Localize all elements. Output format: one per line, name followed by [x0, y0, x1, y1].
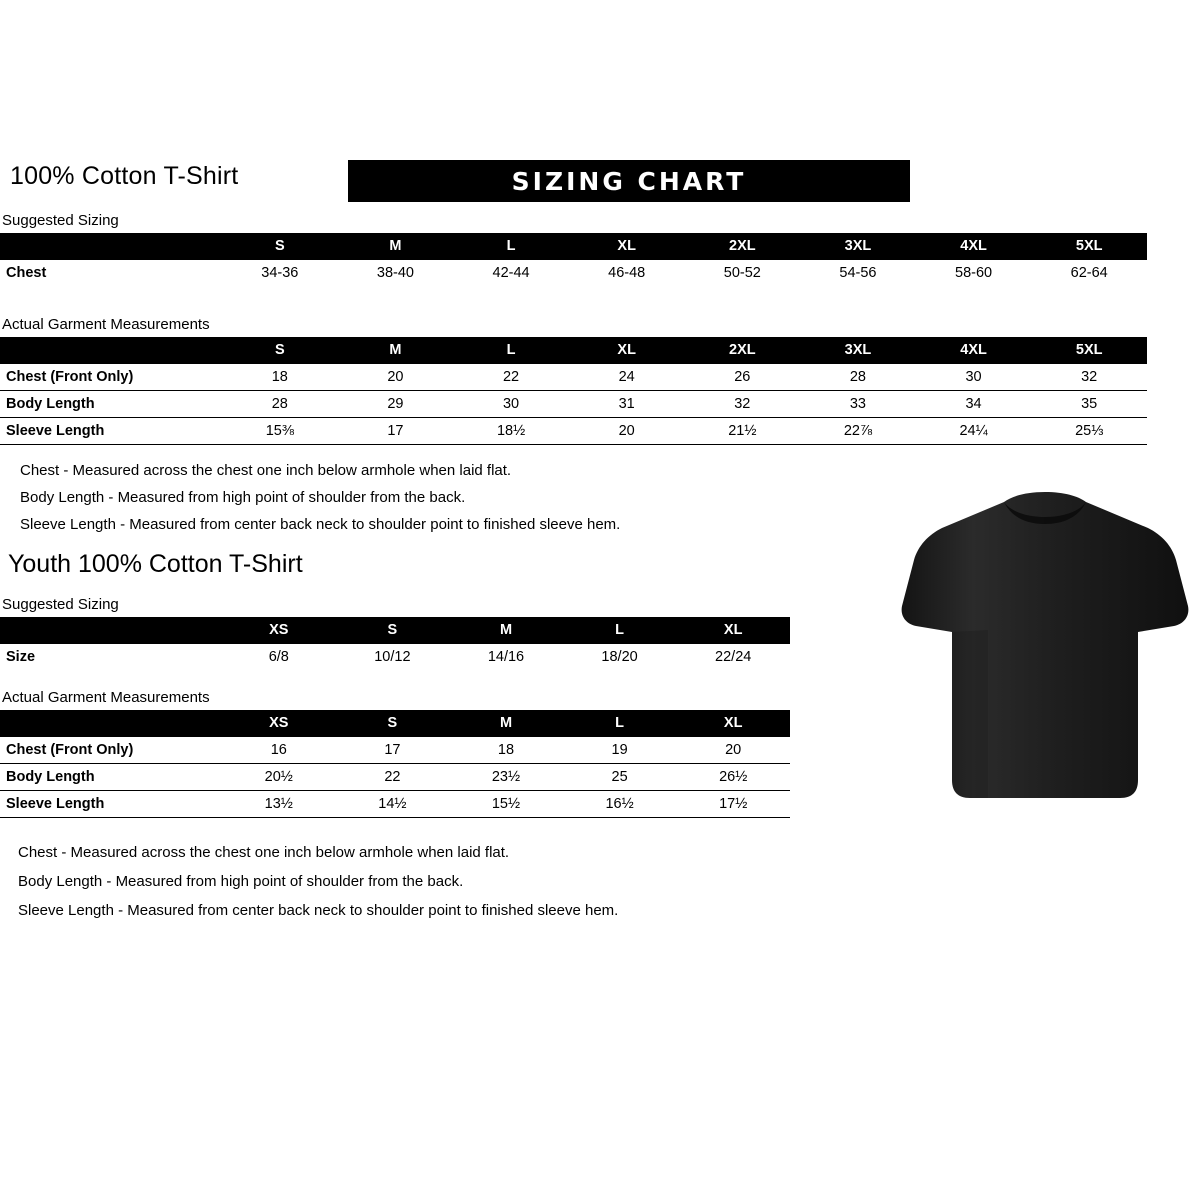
cell: 18	[449, 737, 563, 764]
col-header: XL	[569, 233, 685, 260]
cell: 22	[453, 364, 569, 391]
table-row	[0, 391, 1147, 418]
cell: 19	[563, 737, 677, 764]
cell: 28	[222, 391, 338, 418]
cell: 24	[569, 364, 685, 391]
cell: 25	[563, 764, 677, 791]
cell: 14/16	[487, 649, 525, 665]
table-row	[0, 364, 1147, 391]
cell: 34-36	[261, 265, 299, 281]
cell: 32	[1031, 364, 1147, 391]
cell: 33	[800, 391, 916, 418]
adult-note-body-length: Body Length - Measured from high point of shoulder from the back.	[20, 489, 466, 506]
cell: 34	[916, 391, 1032, 418]
row-label: Chest (Front Only)	[0, 737, 222, 764]
cell: 31	[569, 391, 685, 418]
cell: 54-56	[839, 265, 877, 281]
col-header: 3XL	[800, 233, 916, 260]
col-header: XL	[676, 617, 790, 644]
col-header: L	[453, 337, 569, 364]
cell: 29	[338, 391, 454, 418]
col-header: S	[336, 617, 450, 644]
col-header: 2XL	[685, 337, 801, 364]
adult-note-chest: Chest - Measured across the chest one inch below armhole when laid flat.	[20, 462, 512, 479]
cell: 22	[336, 764, 450, 791]
col-header: 4XL	[916, 337, 1032, 364]
tshirt-icon	[900, 480, 1190, 810]
col-header: 2XL	[685, 233, 801, 260]
row-label: Chest	[6, 265, 47, 281]
page-title: 100% Cotton T-Shirt	[10, 162, 239, 190]
col-header: S	[222, 233, 338, 260]
cell: 13½	[222, 791, 336, 818]
sizing-chart-banner	[348, 160, 910, 202]
col-header: 5XL	[1031, 337, 1147, 364]
cell: 30	[453, 391, 569, 418]
col-header: L	[563, 617, 677, 644]
cell: 20	[569, 418, 685, 445]
table-row	[0, 644, 790, 670]
row-label: Body Length	[0, 391, 222, 418]
col-header: S	[336, 710, 450, 737]
cell: 28	[800, 364, 916, 391]
youth-actual-label: Actual Garment Measurements	[2, 689, 210, 706]
col-header: L	[453, 233, 569, 260]
col-header: L	[563, 710, 677, 737]
cell: 16½	[563, 791, 677, 818]
table-row	[0, 260, 1147, 286]
col-header	[0, 337, 222, 364]
row-label: Chest (Front Only)	[0, 364, 222, 391]
cell: 22⅞	[800, 418, 916, 445]
col-header: 5XL	[1031, 233, 1147, 260]
youth-section-title: Youth 100% Cotton T-Shirt	[8, 550, 303, 578]
cell: 24¼	[916, 418, 1032, 445]
cell: 26½	[676, 764, 790, 791]
row-label: Body Length	[0, 764, 222, 791]
col-header: XL	[676, 710, 790, 737]
youth-note-chest: Chest - Measured across the chest one inch below armhole when laid flat.	[18, 844, 510, 861]
cell: 32	[685, 391, 801, 418]
cell: 16	[222, 737, 336, 764]
cell: 35	[1031, 391, 1147, 418]
cell: 62-64	[1070, 265, 1108, 281]
cell: 38-40	[376, 265, 414, 281]
table-row	[0, 418, 1147, 445]
row-label: Size	[6, 649, 36, 665]
col-header: M	[338, 337, 454, 364]
row-label: Sleeve Length	[0, 791, 222, 818]
adult-suggested-table	[0, 233, 1147, 286]
youth-note-sleeve-length: Sleeve Length - Measured from center back neck to shoulder point to finished sleeve hem.	[18, 902, 619, 919]
cell: 46-48	[608, 265, 646, 281]
table-row	[0, 791, 790, 818]
col-header: M	[449, 617, 563, 644]
table-header-row	[0, 617, 790, 644]
cell: 15½	[449, 791, 563, 818]
cell: 6/8	[268, 649, 289, 665]
tshirt-image	[900, 480, 1190, 810]
youth-suggested-label: Suggested Sizing	[2, 596, 119, 613]
header	[10, 160, 900, 202]
cell: 14½	[336, 791, 450, 818]
col-header: XS	[222, 617, 336, 644]
cell: 42-44	[492, 265, 530, 281]
cell: 20½	[222, 764, 336, 791]
col-header	[0, 617, 222, 644]
table-header-row	[0, 233, 1147, 260]
table-row	[0, 737, 790, 764]
youth-note-body-length: Body Length - Measured from high point of shoulder from the back.	[18, 873, 464, 890]
cell: 58-60	[955, 265, 993, 281]
cell: 23½	[449, 764, 563, 791]
table-header-row	[0, 337, 1147, 364]
cell: 18½	[453, 418, 569, 445]
row-label: Sleeve Length	[0, 418, 222, 445]
adult-note-sleeve-length: Sleeve Length - Measured from center back neck to shoulder point to finished sleeve hem.	[20, 516, 621, 533]
col-header: M	[449, 710, 563, 737]
cell: 18/20	[601, 649, 638, 665]
sizing-chart-banner-label: SIZING CHART	[511, 167, 747, 196]
adult-suggested-label: Suggested Sizing	[2, 212, 119, 229]
table-header-row	[0, 710, 790, 737]
youth-actual-table	[0, 710, 790, 818]
col-header: XL	[569, 337, 685, 364]
cell: 21½	[685, 418, 801, 445]
col-header: M	[338, 233, 454, 260]
table-row	[0, 764, 790, 791]
cell: 10/12	[374, 649, 411, 665]
cell: 18	[222, 364, 338, 391]
cell: 22/24	[715, 649, 752, 665]
youth-suggested-table	[0, 617, 790, 670]
adult-actual-table	[0, 337, 1147, 445]
adult-actual-label: Actual Garment Measurements	[2, 316, 210, 333]
cell: 17	[338, 418, 454, 445]
cell: 15⅜	[222, 418, 338, 445]
col-header: S	[222, 337, 338, 364]
cell: 50-52	[723, 265, 761, 281]
col-header: XS	[222, 710, 336, 737]
cell: 26	[685, 364, 801, 391]
cell: 17	[336, 737, 450, 764]
col-header: 3XL	[800, 337, 916, 364]
col-header	[0, 710, 222, 737]
cell: 20	[338, 364, 454, 391]
cell: 20	[676, 737, 790, 764]
col-header: 4XL	[916, 233, 1032, 260]
cell: 30	[916, 364, 1032, 391]
col-header	[0, 233, 222, 260]
cell: 25⅓	[1031, 418, 1147, 445]
cell: 17½	[676, 791, 790, 818]
